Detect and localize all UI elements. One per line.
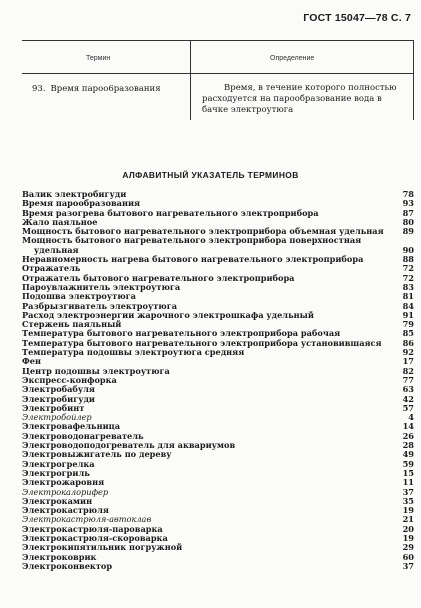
index-term: Фен <box>22 356 41 367</box>
index-term: Температура подошвы электроутюга средняя <box>22 347 245 358</box>
index-page: 78 <box>402 189 414 199</box>
column-header-definition: Определение <box>270 55 315 62</box>
term-number: 93. <box>32 84 46 94</box>
term-name: Время пароо6разования <box>50 84 161 94</box>
index-page: 57 <box>402 402 414 413</box>
index-page: 11 <box>402 477 414 488</box>
index-page: 82 <box>402 365 414 376</box>
definition-line: бачке электроутюга <box>202 105 294 115</box>
index-term: Электроводоподогреватель для аквариумов <box>22 440 236 451</box>
index-term: Расход электроэнергии жарочного электрошкафа удельный <box>22 309 314 320</box>
index-page: 14 <box>402 421 414 432</box>
index-page: 84 <box>402 300 414 311</box>
index-page: 37 <box>402 560 414 571</box>
index-term: Электровафельница <box>22 421 121 432</box>
index-page: 60 <box>402 551 414 562</box>
index-page: 83 <box>402 281 414 292</box>
index-term: Электровыжигатель по дереву <box>22 449 172 460</box>
index-page: 42 <box>402 393 414 404</box>
index-term: Электроконвектор <box>22 560 113 571</box>
index-page: 93 <box>402 198 414 209</box>
index-term: Экспресс-конфорка <box>22 374 117 385</box>
index-term: Электрокастрюля <box>22 505 109 516</box>
index-page: 4 <box>408 412 414 423</box>
index-page: 79 <box>402 319 414 330</box>
index-page: 81 <box>402 291 414 302</box>
table-header-rule <box>22 73 414 74</box>
index-page: 20 <box>402 523 414 534</box>
index-term: Электрокипятильник погружной <box>22 542 183 553</box>
index-row <box>22 255 414 264</box>
index-row <box>22 236 414 245</box>
index-page: 91 <box>402 309 414 320</box>
index-page: 72 <box>402 272 414 283</box>
index-term: Пароувлажнитель электроутюга <box>22 281 181 292</box>
term-index-list <box>22 190 414 571</box>
index-page: 26 <box>402 430 414 441</box>
index-page: 28 <box>402 440 414 451</box>
index-page: 92 <box>402 347 414 358</box>
index-term: Время парообразования <box>22 198 141 209</box>
index-row <box>22 562 414 571</box>
index-term: Электроковрик <box>22 551 97 562</box>
index-term: Электрокастрюля-пароварка <box>22 523 163 534</box>
index-term: Температура бытового нагревательного электроприбора рабочая <box>22 328 341 339</box>
table-term-cell <box>32 84 161 94</box>
index-term: Электрожаровня <box>22 477 105 488</box>
index-page: 15 <box>402 467 414 478</box>
index-page: 63 <box>402 384 414 395</box>
index-term: Электрогрелка <box>22 458 95 469</box>
index-page: 77 <box>402 374 414 385</box>
index-term: Валик электробигуди <box>22 189 127 199</box>
index-term: Подошва электроутюга <box>22 291 136 302</box>
index-page: 59 <box>402 458 414 469</box>
index-term: Центр подошвы электроутюга <box>22 365 170 376</box>
index-title: АЛФАВИТНЫЙ УКАЗАТЕЛЬ ТЕРМИНОВ <box>122 170 299 180</box>
index-term: Электробойлер <box>22 412 92 423</box>
definition-line: Время, в течение которого полностью <box>224 83 397 93</box>
index-page: 19 <box>402 505 414 516</box>
index-term: Электроводонагреватель <box>22 430 144 441</box>
table-definition-cell <box>202 83 412 116</box>
index-page: 85 <box>402 328 414 339</box>
index-term: удельная <box>34 244 79 255</box>
index-term: Неравномерность нагрева бытового нагревательного электроприбора <box>22 254 364 265</box>
index-term: Электрокастрюля-скороварка <box>22 532 168 543</box>
index-page: 29 <box>402 542 414 553</box>
index-term: Электрокамин <box>22 495 93 506</box>
index-page: 90 <box>402 244 414 255</box>
index-page: 35 <box>402 495 414 506</box>
index-page: 86 <box>402 337 414 348</box>
index-page: 72 <box>402 263 414 274</box>
index-term: Жало паяльное <box>22 216 98 227</box>
table-top-rule <box>22 40 414 41</box>
index-page: 19 <box>402 532 414 543</box>
table-column-divider <box>190 40 191 120</box>
index-term: Электробинт <box>22 402 85 413</box>
index-page: 17 <box>402 356 414 367</box>
index-page: 87 <box>402 207 414 218</box>
index-term: Разбрызгиватель электроутюга <box>22 300 178 311</box>
index-term: Электробигуди <box>22 393 95 404</box>
index-term: Электрогриль <box>22 467 90 478</box>
index-page: 80 <box>402 216 414 227</box>
index-term: Электрокалорифер <box>22 486 109 497</box>
index-page: 89 <box>402 226 414 237</box>
index-term: Электробабуля <box>22 384 95 395</box>
definition-table <box>22 40 414 120</box>
index-term: Температура бытового нагревательного электроприбора установившаяся <box>22 337 382 348</box>
index-term: Мощность бытового нагревательного электроприбора поверхностная <box>22 235 362 246</box>
index-page: 49 <box>402 449 414 460</box>
index-term: Электрокастрюля-автоклав <box>22 514 152 525</box>
index-term: Стержень паяльный <box>22 319 122 330</box>
index-term: Мощность бытового нагревательного электроприбора объемная удельная <box>22 226 384 237</box>
index-page: 21 <box>402 514 414 525</box>
table-right-rule <box>413 40 414 120</box>
index-term: Время разогрева бытового нагревательного электроприбора <box>22 207 319 218</box>
column-header-term: Термин <box>86 55 111 62</box>
index-row <box>22 348 414 357</box>
page-header: ГОСТ 15047—78 С. 7 <box>303 12 411 24</box>
definition-line: расходуется на парообразование вода в <box>202 94 382 104</box>
index-page: 37 <box>402 486 414 497</box>
index-page: 88 <box>402 254 414 265</box>
index-term: Отражатель бытового нагревательного электроприбора <box>22 272 295 283</box>
index-term: Отражатель <box>22 263 81 274</box>
